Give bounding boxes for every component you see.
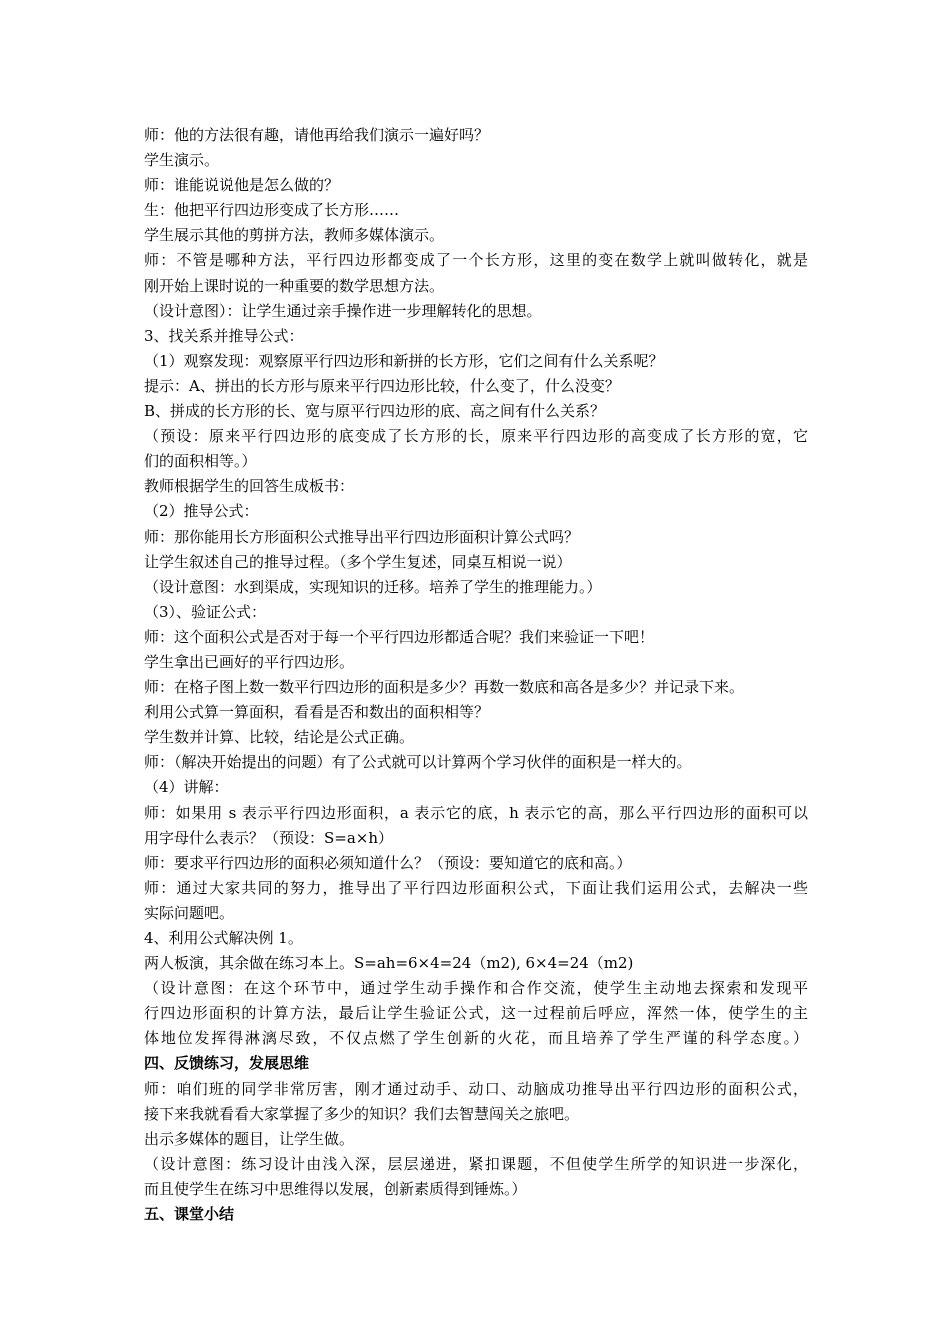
text-line: 学生数并计算、比较，结论是公式正确。 xyxy=(144,728,415,747)
text-line: 行四边形面积的计算方法，最后让学生验证公式，这一过程前后呼应，浑然一体，使学生的主 xyxy=(144,1004,808,1023)
text-line: 接下来我就看看大家掌握了多少的知识？我们去智慧闯关之旅吧。 xyxy=(144,1104,580,1123)
text-line: （1）观察发现：观察原平行四边形和新拼的长方形，它们之间有什么关系呢？ xyxy=(144,351,664,370)
text-line: 利用公式算一算面积，看看是否和数出的面积相等？ xyxy=(144,703,490,722)
text-line: 师：如果用 s 表示平行四边形面积，a 表示它的底，h 表示它的高，那么平行四边形的面积可以 xyxy=(144,803,808,822)
text-line: 刚开始上课时说的一种重要的数学思想方法。 xyxy=(144,276,445,295)
text-line: （设计意图：练习设计由浅入深，层层递进，紧扣课题，不但使学生所学的知识进一步深化， xyxy=(144,1154,808,1173)
text-line: 师：谁能说说他是怎么做的？ xyxy=(144,176,340,195)
text-line: 师：（解决开始提出的问题）有了公式就可以计算两个学习伙伴的面积是一样大的。 xyxy=(144,753,692,772)
text-line: 出示多媒体的题目，让学生做。 xyxy=(144,1129,355,1148)
text-line: B、拼成的长方形的长、宽与原平行四边形的底、高之间有什么关系？ xyxy=(144,402,606,421)
text-line: 学生拿出已画好的平行四边形。 xyxy=(144,652,355,671)
text-line: 用字母什么表示？（预设：S=a×h） xyxy=(144,828,394,847)
text-line: 提示：A、拼出的长方形与原来平行四边形比较，什么变了，什么没变？ xyxy=(144,376,620,395)
section-heading: 四、反馈练习，发展思维 xyxy=(144,1054,310,1073)
text-line: 师：这个面积公式是否对于每一个平行四边形都适合呢？我们来验证一下吧！ xyxy=(144,627,655,646)
text-line: （2）推导公式： xyxy=(144,502,259,521)
text-line: 学生演示。 xyxy=(144,151,220,170)
text-line: 实际问题吧。 xyxy=(144,903,235,922)
text-line: 师：那你能用长方形面积公式推导出平行四边形面积计算公式吗？ xyxy=(144,527,580,546)
text-line: 体地位发挥得淋漓尽致，不仅点燃了学生创新的火花，而且培养了学生严谨的科学态度。） xyxy=(144,1029,808,1048)
text-line: （4）讲解： xyxy=(144,778,229,797)
text-line: 4、利用公式解决例 1。 xyxy=(144,929,303,947)
text-line: 师：咱们班的同学非常厉害，刚才通过动手、动口、动脑成功推导出平行四边形的面积公式， xyxy=(144,1079,808,1098)
text-line: 学生展示其他的剪拼方法，教师多媒体演示。 xyxy=(144,226,445,245)
text-line: 两人板演，其余做在练习本上。S=ah=6×4=24（m2), 6×4=24（m2) xyxy=(144,954,634,973)
text-line: 教师根据学生的回答生成板书： xyxy=(144,477,355,496)
text-line: 生：他把平行四边形变成了长方形…… xyxy=(144,201,400,220)
text-line: 师：通过大家共同的努力，推导出了平行四边形面积公式，下面让我们运用公式，去解决一些 xyxy=(144,878,808,897)
text-line: （设计意图：水到渠成，实现知识的迁移。培养了学生的推理能力。） xyxy=(144,577,602,596)
text-line: 师：在格子图上数一数平行四边形的面积是多少？再数一数底和高各是多少？并记录下来。 xyxy=(144,678,745,697)
text-line: 师：要求平行四边形的面积必须知道什么？（预设：要知道它的底和高。） xyxy=(144,853,632,872)
text-line: （预设：原来平行四边形的底变成了长方形的长，原来平行四边形的高变成了长方形的宽，它 xyxy=(144,427,808,446)
text-line: 让学生叙述自己的推导过程。（多个学生复述，同桌互相说一说） xyxy=(144,552,572,571)
text-line: 们的面积相等。） xyxy=(144,452,257,471)
text-line: （3）、验证公式： xyxy=(144,602,267,621)
document-body xyxy=(144,123,808,1227)
text-line: （设计意图）：让学生通过亲手操作进一步理解转化的思想。 xyxy=(144,301,542,320)
text-line: 师：他的方法很有趣，请他再给我们演示一遍好吗？ xyxy=(144,126,490,144)
text-line: 而且使学生在练习中思维得以发展，创新素质得到锤炼。） xyxy=(144,1179,527,1198)
text-line: 3、找关系并推导公式： xyxy=(144,326,304,345)
section-heading: 五、课堂小结 xyxy=(144,1205,235,1224)
text-line: 师：不管是哪种方法，平行四边形都变成了一个长方形，这里的变在数学上就叫做转化，就是 xyxy=(144,251,808,270)
text-line: （设计意图：在这个环节中，通过学生动手操作和合作交流，使学生主动地去探索和发现平 xyxy=(144,979,808,998)
